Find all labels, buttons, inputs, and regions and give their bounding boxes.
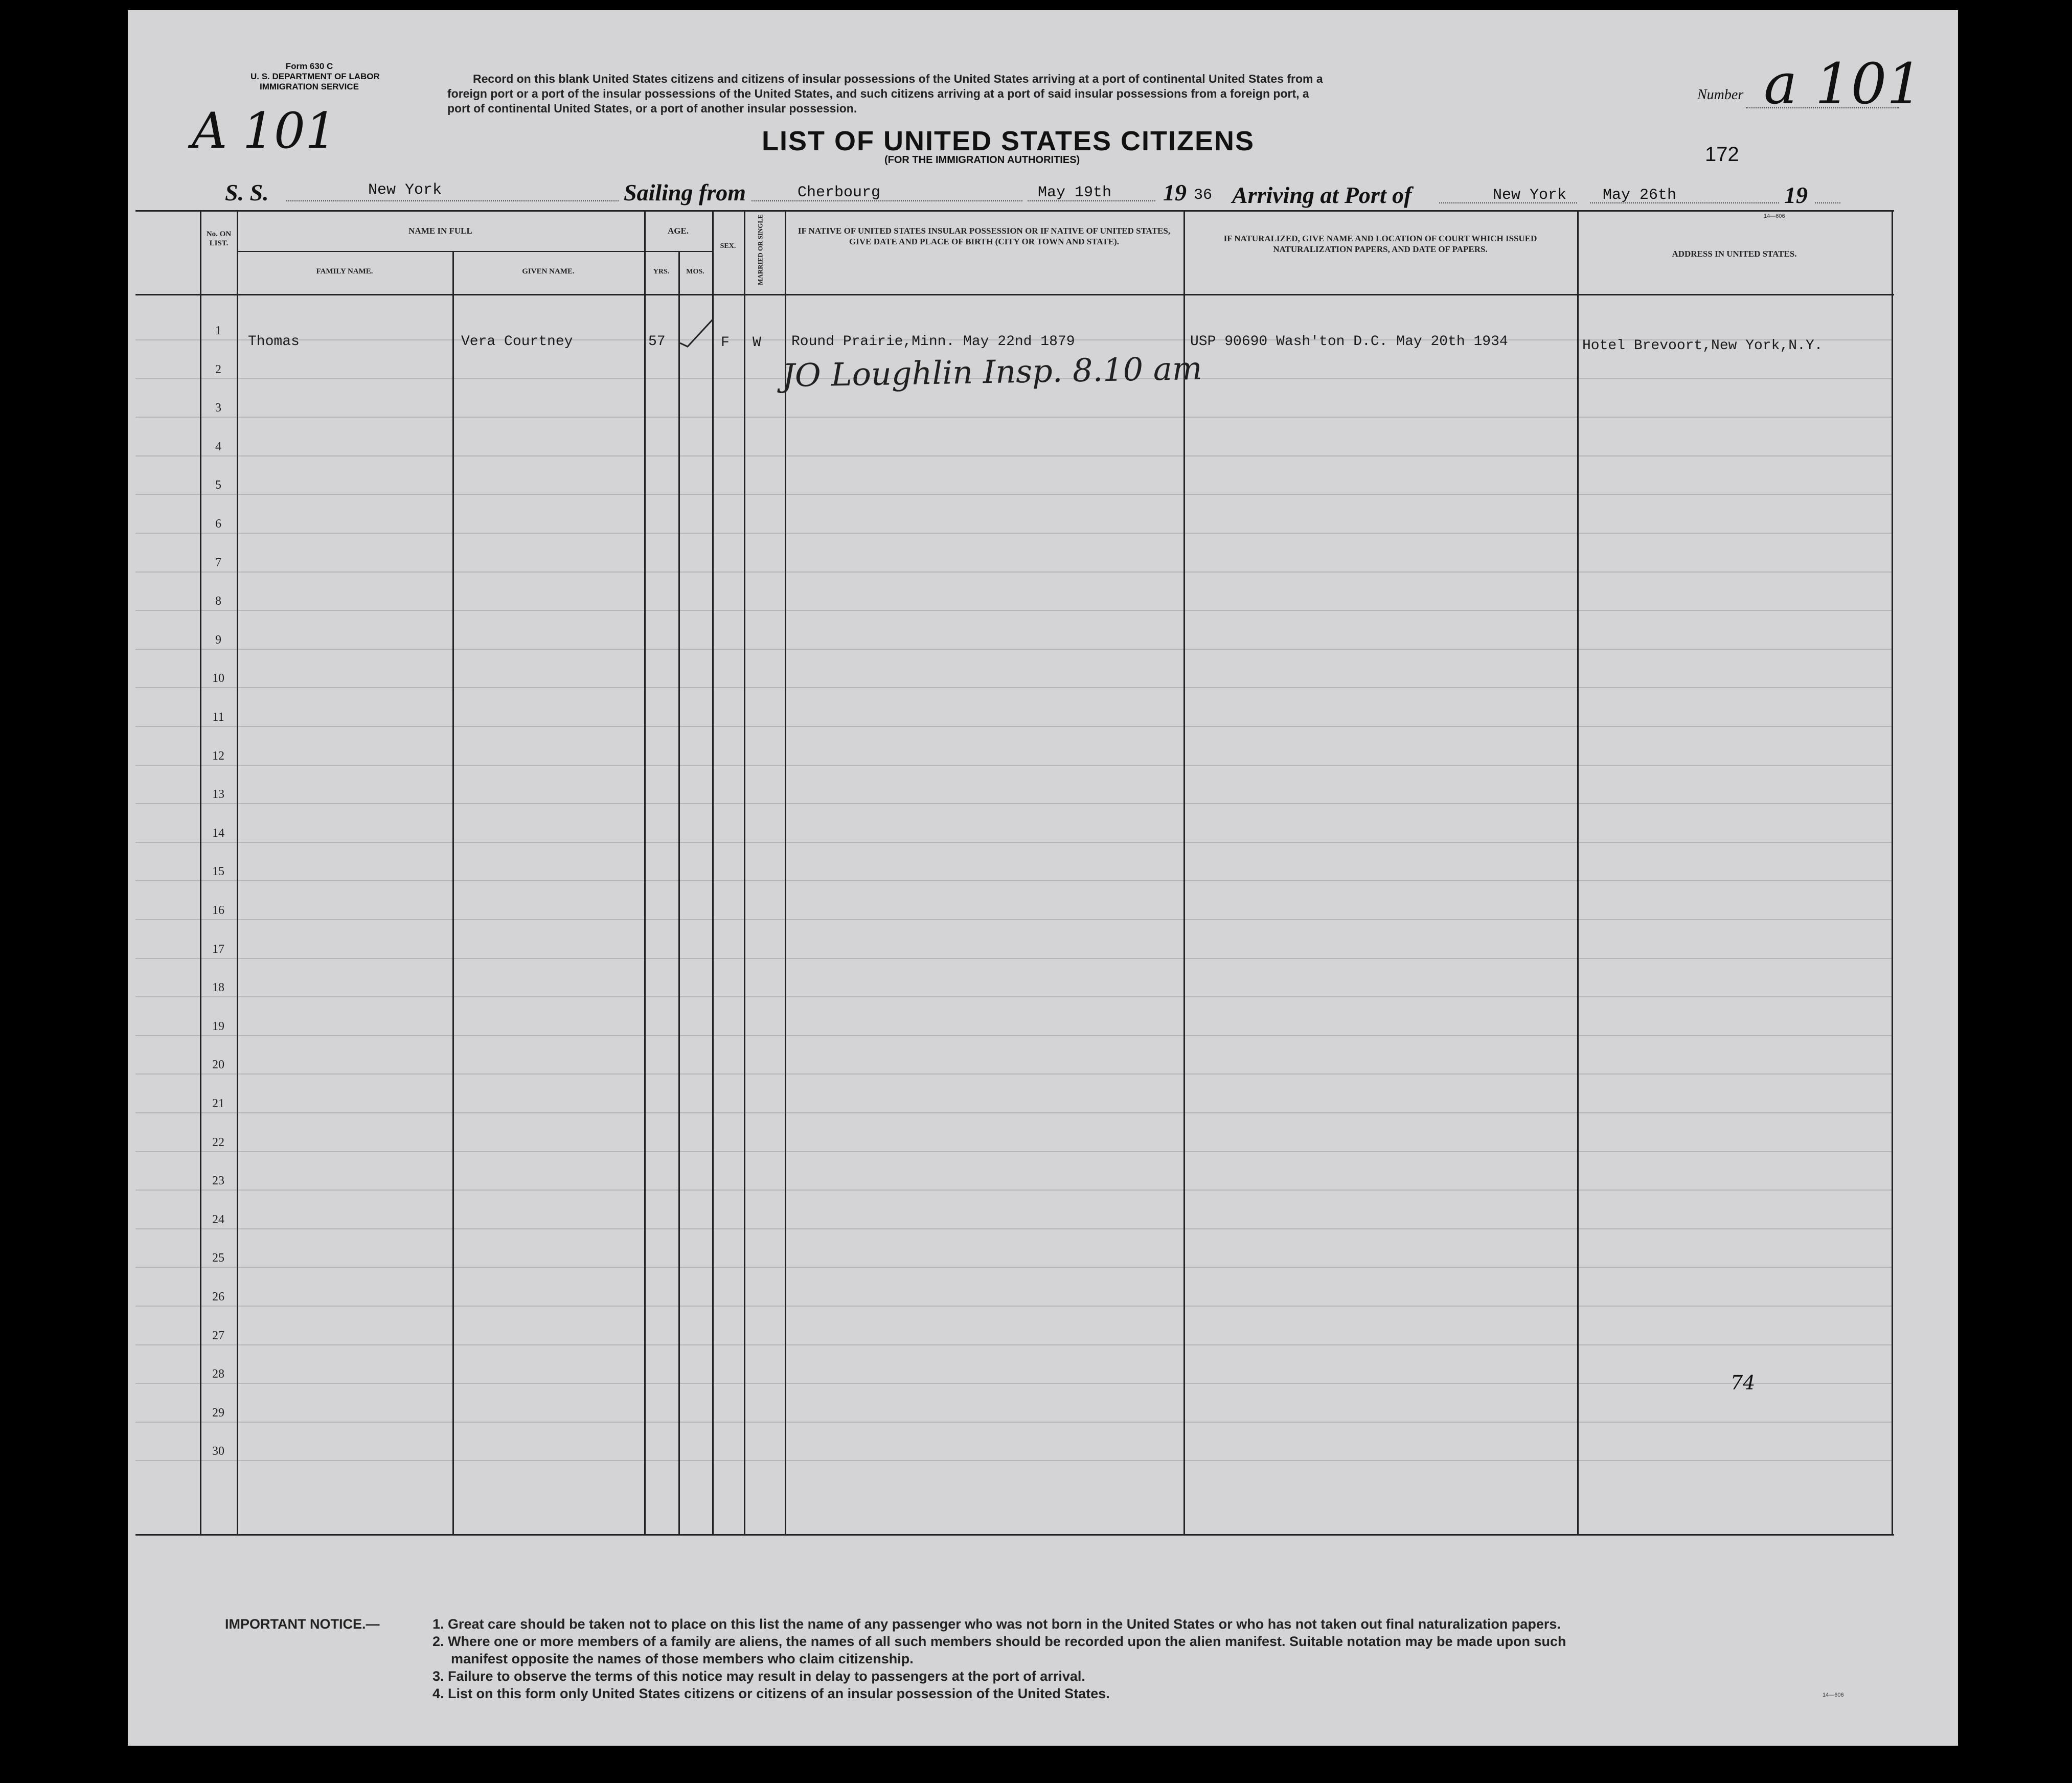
row-line xyxy=(135,572,1892,573)
manifest-table xyxy=(135,210,1894,1536)
number-value: a 101 xyxy=(1764,51,1923,117)
row-line xyxy=(135,1422,1892,1423)
col-divider xyxy=(712,210,714,1536)
row-line xyxy=(135,1190,1892,1191)
row-line xyxy=(135,919,1892,920)
ss-value: New York xyxy=(368,181,442,199)
instructions xyxy=(447,72,1323,116)
row-line xyxy=(135,880,1892,881)
row-line xyxy=(135,455,1892,456)
col-divider xyxy=(237,210,238,1536)
col-header-married: MARRIED OR SINGLE xyxy=(756,214,764,285)
row-line xyxy=(135,494,1892,495)
header-sub-rule xyxy=(237,251,712,252)
family-name: Thomas xyxy=(248,334,300,350)
row-line xyxy=(135,1035,1892,1036)
row-line xyxy=(135,533,1892,534)
page-subtitle: (FOR THE IMMIGRATION AUTHORITIES) xyxy=(884,154,1080,166)
notice-heading: IMPORTANT NOTICE.— xyxy=(225,1616,380,1632)
row-line xyxy=(135,1306,1892,1307)
row-line xyxy=(135,996,1892,997)
notice-item: 4. List on this form only United States citizens or citizens of an insular possession of the United States. xyxy=(432,1686,1110,1701)
row-line xyxy=(135,1151,1892,1152)
row-line xyxy=(135,649,1892,650)
col-header-no: No. ON LIST. xyxy=(206,230,232,247)
row-number: 25 xyxy=(212,1251,224,1265)
col-header-family: FAMILY NAME. xyxy=(316,267,373,276)
row-line xyxy=(135,1344,1892,1345)
year-prefix: 19 xyxy=(1163,179,1187,205)
sailing-value: Cherbourg xyxy=(798,184,881,201)
row-number: 13 xyxy=(212,788,224,802)
row-number: 22 xyxy=(212,1135,224,1149)
notice-item: 2. Where one or more members of a family are aliens, the names of all such members should be recorded upon the alien manifest. Suitable notation may be made upon such xyxy=(432,1634,1566,1649)
row-number: 19 xyxy=(212,1019,224,1033)
service: IMMIGRATION SERVICE xyxy=(260,82,359,92)
instruction-line: foreign port or a port of the insular possessions of the United States, and such citizens arriving at a port of said insular possessions from a foreign port, a xyxy=(447,87,1309,100)
col-header-naturalized: IF NATURALIZED, GIVE NAME AND LOCATION OF COURT WHICH ISSUED NATURALIZATION PAPERS, AND DATE OF PAPERS. xyxy=(1223,234,1537,254)
year-suffix: 36 xyxy=(1194,187,1213,204)
row-line xyxy=(135,1228,1892,1229)
row-line xyxy=(135,1267,1892,1268)
row-number: 9 xyxy=(215,633,221,647)
row-number: 6 xyxy=(215,517,221,531)
margin-note: 74 xyxy=(1731,1371,1756,1394)
year2-line xyxy=(1815,202,1840,203)
corner-note: A 101 xyxy=(192,102,337,159)
sail-date: May 19th xyxy=(1038,184,1112,201)
row-line xyxy=(135,1112,1892,1113)
row-line xyxy=(135,765,1892,766)
sailing-line xyxy=(752,200,1022,201)
row-number: 15 xyxy=(212,865,224,879)
row-line xyxy=(135,726,1892,727)
page-title: LIST OF UNITED STATES CITIZENS xyxy=(762,126,1255,156)
row-number: 29 xyxy=(212,1406,224,1420)
row-number: 4 xyxy=(215,440,221,453)
row-line xyxy=(135,687,1892,688)
page-stamp: 172 xyxy=(1705,143,1739,166)
row-number: 27 xyxy=(212,1329,224,1342)
given-name: Vera Courtney xyxy=(461,334,573,350)
col-divider xyxy=(1183,210,1185,1536)
col-divider xyxy=(785,210,786,1536)
birth-place-date: Round Prairie,Minn. May 22nd 1879 xyxy=(791,334,1075,350)
row-number: 16 xyxy=(212,904,224,917)
row-line xyxy=(135,803,1892,804)
col-header-mos: MOS. xyxy=(686,268,704,276)
row-line xyxy=(135,1073,1892,1075)
col-header-birth: IF NATIVE OF UNITED STATES INSULAR POSSESSION OR IF NATIVE OF UNITED STATES, GIVE DATE AND PLACE OF BIRTH (CITY OR TOWN AND STATE). xyxy=(798,226,1171,246)
row-number: 17 xyxy=(212,942,224,956)
row-line xyxy=(135,958,1892,959)
row-number: 18 xyxy=(212,981,224,995)
row-line xyxy=(135,842,1892,843)
table-bottom-border xyxy=(135,1534,1894,1536)
col-divider xyxy=(1892,210,1893,1536)
col-header-sex: SEX. xyxy=(720,242,736,250)
col-divider xyxy=(1577,210,1579,1536)
ss-label: S. S. xyxy=(225,179,269,205)
manifest-sheet xyxy=(128,10,1958,1746)
col-divider xyxy=(744,210,745,1536)
ss-line xyxy=(286,200,619,201)
col-header-age: AGE. xyxy=(667,226,689,236)
row-number: 23 xyxy=(212,1174,224,1188)
us-address: Hotel Brevoort,New York,N.Y. xyxy=(1582,338,1823,354)
print-code-bottom: 14—606 xyxy=(1823,1692,1844,1698)
age-years: 57 xyxy=(648,334,666,350)
instruction-line: port of continental United States, or a port of another insular possession. xyxy=(447,102,857,115)
table-top-border xyxy=(135,210,1894,212)
row-number: 14 xyxy=(212,826,224,840)
form-header xyxy=(251,61,380,92)
sailing-label: Sailing from xyxy=(624,179,746,205)
row-number: 28 xyxy=(212,1367,224,1381)
row-line xyxy=(135,610,1892,611)
number-label: Number xyxy=(1697,87,1744,103)
row-number: 12 xyxy=(212,749,224,763)
port-value: New York xyxy=(1493,187,1567,204)
row-number: 24 xyxy=(212,1213,224,1226)
col-header-yrs: YRS. xyxy=(653,268,670,276)
row-number: 11 xyxy=(212,711,224,724)
inspector-annotation: JO Loughlin Insp. 8.10 am xyxy=(782,349,1203,395)
col-divider xyxy=(644,210,646,1536)
notice-item: 3. Failure to observe the terms of this notice may result in delay to passengers at the port of arrival. xyxy=(432,1668,1085,1684)
row-number: 2 xyxy=(215,362,221,376)
form-number: Form 630 C xyxy=(285,61,333,71)
col-header-name: NAME IN FULL xyxy=(408,226,472,236)
notice-item: manifest opposite the names of those members who claim citizenship. xyxy=(451,1651,914,1666)
col-divider xyxy=(200,210,201,1536)
row-number: 7 xyxy=(215,556,221,569)
row-number: 20 xyxy=(212,1058,224,1072)
header-bottom-border xyxy=(135,294,1894,295)
number-line xyxy=(1746,107,1899,108)
row-number: 3 xyxy=(215,401,221,415)
year2-prefix: 19 xyxy=(1784,182,1808,208)
arriving-label: Arriving at Port of xyxy=(1232,182,1412,208)
marital-status: W xyxy=(753,335,761,351)
department: U. S. DEPARTMENT OF LABOR xyxy=(251,72,380,81)
row-number: 30 xyxy=(212,1445,224,1458)
col-divider xyxy=(678,251,680,1536)
row-line xyxy=(135,1383,1892,1384)
check-mark-icon xyxy=(677,315,718,351)
row-number: 10 xyxy=(212,672,224,685)
arrive-date: May 26th xyxy=(1603,187,1677,204)
print-code: 14—606 xyxy=(1764,213,1785,219)
row-number: 21 xyxy=(212,1097,224,1110)
row-line xyxy=(135,417,1892,418)
row-number: 26 xyxy=(212,1290,224,1304)
col-header-address: ADDRESS IN UNITED STATES. xyxy=(1672,249,1797,259)
col-divider xyxy=(452,251,454,1536)
row-number: 1 xyxy=(215,324,221,337)
notice-item: 1. Great care should be taken not to place on this list the name of any passenger who was not born in the United States or who has not taken out final naturalization papers. xyxy=(432,1616,1561,1632)
row-number: 8 xyxy=(215,595,221,608)
col-header-given: GIVEN NAME. xyxy=(522,267,575,276)
sex: F xyxy=(721,335,730,351)
naturalization: USP 90690 Wash'ton D.C. May 20th 1934 xyxy=(1190,334,1508,350)
row-number: 5 xyxy=(215,478,221,492)
row-line xyxy=(135,1460,1892,1461)
instruction-line: Record on this blank United States citizens and citizens of insular possessions of the United States arriving at a port of continental United States from a xyxy=(473,72,1323,85)
